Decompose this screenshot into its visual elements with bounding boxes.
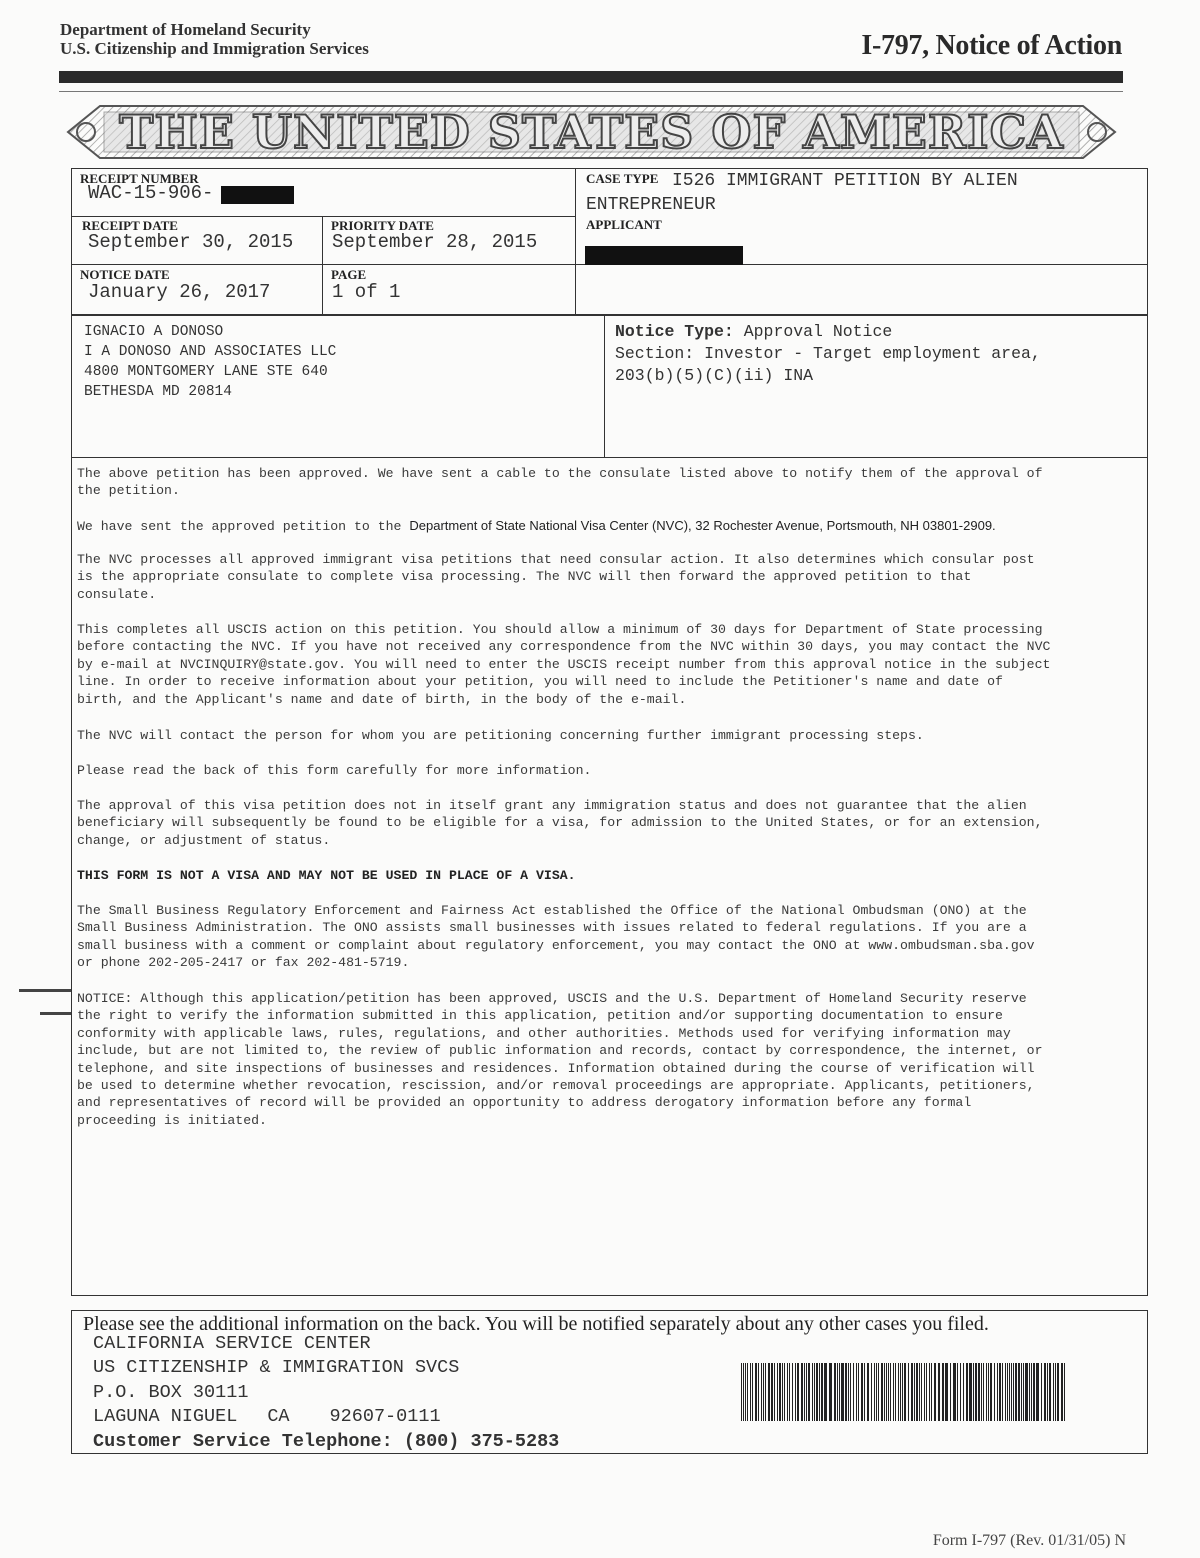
address-divider	[604, 315, 605, 458]
service-center-city-line	[93, 1406, 441, 1427]
nvc-paragraph	[77, 517, 1129, 535]
address-notice-box	[71, 315, 1148, 458]
service-center-line-1: CALIFORNIA SERVICE CENTER	[93, 1333, 371, 1354]
grid-divider-h1	[71, 216, 575, 217]
form-title: I-797, Notice of Action	[861, 30, 1122, 61]
banner-text: THE UNITED STATES OF AMERICA	[119, 105, 1064, 159]
grid-divider-v1	[575, 168, 576, 315]
phone-number: (800) 375-5283	[403, 1431, 560, 1452]
header-rule	[59, 91, 1123, 92]
customer-service-line	[93, 1431, 559, 1452]
receipt-date: September 30, 2015	[88, 231, 294, 253]
receipt-number-label: RECEIPT NUMBER	[80, 171, 199, 186]
margin-mark	[40, 1012, 71, 1015]
header-bar	[59, 71, 1123, 83]
section-label: Section:	[615, 344, 695, 363]
nvc-sentence-start: We have sent the approved petition to the	[77, 519, 410, 534]
footer-note: Please see the additional information on the back. You will be notified separately about any other cases you filed.	[83, 1313, 989, 1335]
read-back-paragraph: Please read the back of this form carefully for more information.	[77, 763, 592, 778]
agency-name	[60, 20, 369, 58]
case-type-line-1: I526 IMMIGRANT PETITION BY ALIEN	[672, 171, 1018, 191]
page-label: PAGE	[331, 267, 367, 282]
phone-label: Customer Service Telephone:	[93, 1431, 393, 1452]
barcode	[741, 1363, 1069, 1421]
applicant-label: APPLICANT	[586, 217, 662, 232]
ombudsman-paragraph: The Small Business Regulatory Enforcement and Fairness Act established the Office of the National Ombudsman (ONO) at the Small Business Administration. The ONO assists small businesses with issues related to federal regulations. If you are a small business with a comment or complaint about regulatory enforcement, you may contact the ONO at www.ombudsman.sba.gov or phone 202-205-2417 or fax 202-481-5719.	[77, 903, 1035, 971]
redaction-bar	[585, 246, 743, 265]
case-type-line-2: ENTREPRENEUR	[586, 195, 716, 215]
receipt-number: WAC-15-906-	[88, 182, 214, 204]
banner	[60, 100, 1123, 164]
section-value: Investor - Target employment area,	[704, 344, 1041, 363]
address-line-3: 4800 MONTGOMERY LANE STE 640	[84, 364, 328, 380]
approval-paragraph: The above petition has been approved. We have sent a cable to the consulate listed above to notify them of the approval of the petition.	[77, 466, 1043, 499]
nvc-contact-paragraph: The NVC will contact the person for whom you are petitioning concerning further immigrant processing steps.	[77, 728, 924, 743]
service-center-line-3: P.O. BOX 30111	[93, 1382, 249, 1403]
address-line-4: BETHESDA MD 20814	[84, 384, 232, 400]
notice-date-label: NOTICE DATE	[80, 267, 170, 282]
case-type-label: CASE TYPE	[586, 171, 659, 186]
page-number: 1 of 1	[332, 281, 401, 303]
service-center-state: CA	[267, 1406, 290, 1427]
margin-mark	[19, 989, 71, 992]
grid-divider-v2	[322, 216, 323, 315]
notice-date: January 26, 2017	[88, 281, 271, 303]
service-center-city: LAGUNA NIGUEL	[93, 1406, 238, 1427]
address-line-2: I A DONOSO AND ASSOCIATES LLC	[84, 344, 337, 360]
service-center-line-2: US CITIZENSHIP & IMMIGRATION SVCS	[93, 1357, 460, 1378]
verification-notice-paragraph: NOTICE: Although this application/petition has been approved, USCIS and the U.S. Department of Homeland Security reserve the right to verify the information submitted in this application, petition and/or supporting documentation to ensure conformity with applicable laws, rules, regulations, and other authorities. Methods used for verifying information may include, but are not limited to, the review of public information and records, contact by correspondence, the internet, or telephone, and site inspections of businesses and residences. Information obtained during the course of verification will be used to determine whether revocation, rescission, and/or removal proceedings are appropriate. Applicants, petitioners, and representatives of record will be provided an opportunity to address derogatory information before any formal proceeding is initiated.	[77, 991, 1043, 1128]
priority-date: September 28, 2015	[332, 231, 538, 253]
priority-date-label: PRIORITY DATE	[331, 218, 434, 233]
nvc-address: Department of State National Visa Center (NVC), 32 Rochester Avenue, Portsmouth, NH 03801-2909.	[409, 518, 996, 533]
uscis-action-paragraph: This completes all USCIS action on this petition. You should allow a minimum of 30 days for Department of State processing before contacting the NVC. If you have not received any correspondence from the NVC within 30 days, you may contact the NVC by e-mail at NVCINQUIRY@state.gov. You will need to enter the USCIS receipt number from this approval notice in the subject line. In order to receive information about your petition, you will need to include the Petitioner's name and date of birth, and the Applicant's name and date of birth, in the body of the e-mail.	[77, 622, 1051, 707]
service-center-zip: 92607-0111	[329, 1406, 441, 1427]
form-revision: Form I-797 (Rev. 01/31/05) N	[932, 1532, 1126, 1549]
approval-disclaimer-paragraph: The approval of this visa petition does not in itself grant any immigration status and does not guarantee that the alien beneficiary will subsequently be found to be eligible for a visa, for admission to the United States, or for an extension, change, or adjustment of status.	[77, 798, 1043, 848]
address-line-1: IGNACIO A DONOSO	[84, 324, 224, 340]
notice-type-value: Approval Notice	[743, 322, 893, 341]
not-a-visa-warning: THIS FORM IS NOT A VISA AND MAY NOT BE USED IN PLACE OF A VISA.	[77, 868, 576, 883]
receipt-date-label: RECEIPT DATE	[82, 218, 178, 233]
notice-type-label: Notice Type:	[615, 322, 734, 341]
redaction-bar	[221, 186, 294, 204]
agency-line-2: U.S. Citizenship and Immigration Services	[60, 39, 369, 58]
section-value-2: 203(b)(5)(C)(ii) INA	[615, 366, 814, 385]
nvc-processing-paragraph: The NVC processes all approved immigrant visa petitions that need consular action. It also determines which consular post is the appropriate consulate to complete visa processing. The NVC will then forward the approved petition to that consulate.	[77, 552, 1035, 602]
agency-line-1: Department of Homeland Security	[60, 20, 311, 39]
